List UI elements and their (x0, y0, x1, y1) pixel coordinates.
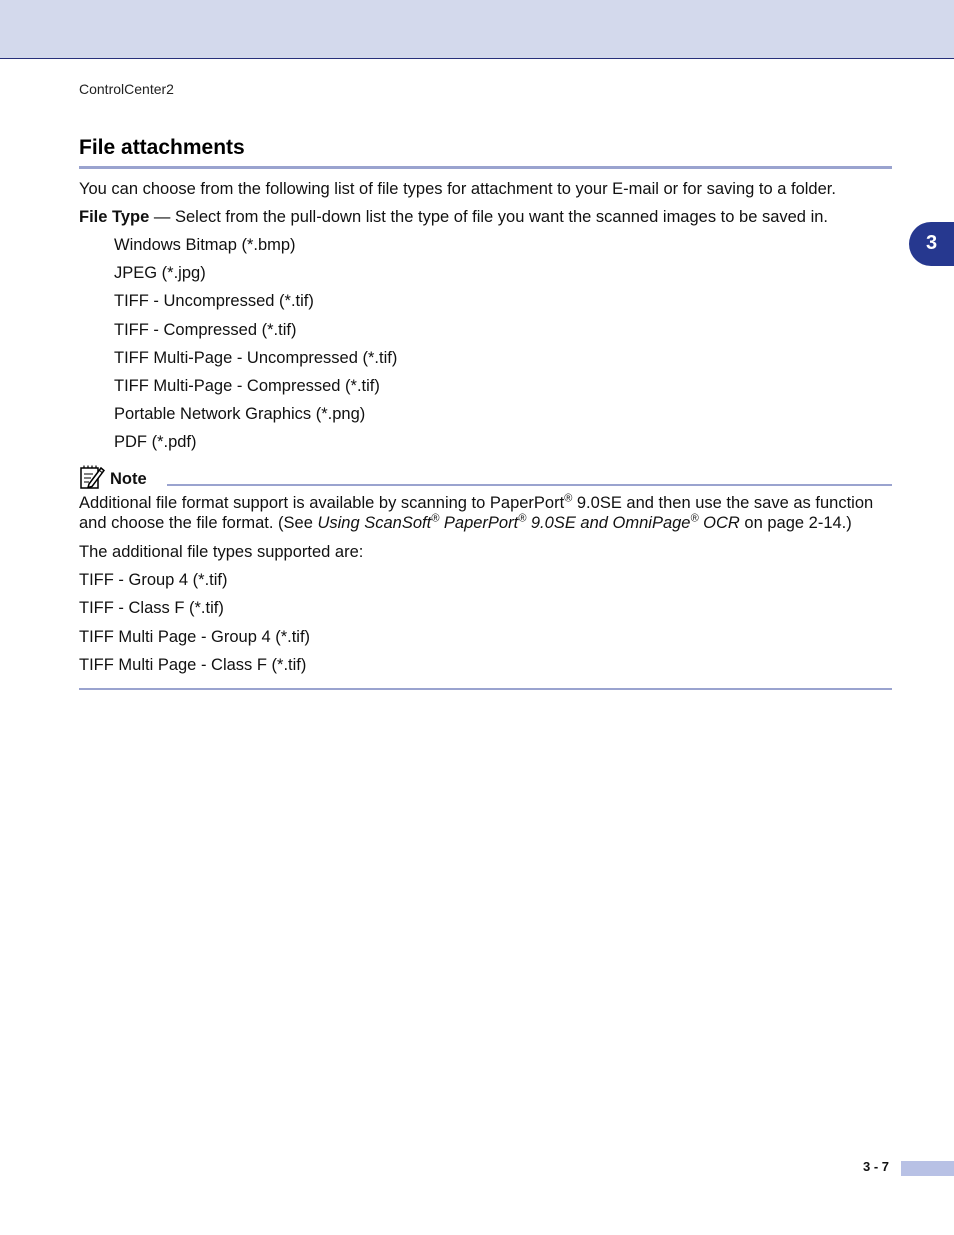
page-number-bar (901, 1161, 954, 1176)
list-item: Portable Network Graphics (*.png) (114, 405, 366, 424)
list-item: TIFF - Compressed (*.tif) (114, 320, 297, 339)
chapter-number: 3 (925, 231, 938, 254)
reference-link: Using ScanSoft® PaperPort® 9.0SE and OmniPage® OCR (317, 512, 740, 532)
list-item: Windows Bitmap (*.bmp) (114, 236, 296, 254)
list-item: TIFF Multi-Page - Compressed (*.tif) (114, 376, 380, 395)
list-item: TIFF Multi Page - Group 4 (*.tif) (79, 627, 311, 646)
additional-types-list (79, 570, 310, 683)
page-number: 3 - 7 (863, 1159, 890, 1174)
list-item: PDF (*.pdf) (114, 433, 197, 452)
chapter-tab (909, 222, 954, 266)
additional-types-intro: The additional file types supported are: (79, 543, 364, 561)
note-divider (167, 484, 892, 486)
note-line-2: and choose the file format. (See Using ScanSoft® PaperPort® 9.0SE and OmniPage® OCR on page 2-14.) (79, 512, 852, 532)
list-item: JPEG (*.jpg) (114, 264, 206, 283)
title-divider (79, 166, 892, 169)
file-type-description: — Select from the pull-down list the type of file you want the scanned images to be saved in. (149, 208, 828, 226)
list-item: TIFF Multi Page - Class F (*.tif) (79, 655, 307, 674)
section-title: File attachments (79, 136, 245, 159)
list-item: TIFF Multi-Page - Uncompressed (*.tif) (114, 348, 398, 367)
file-types-list (114, 235, 397, 461)
file-type-paragraph (79, 207, 828, 227)
list-item: TIFF - Class F (*.tif) (79, 599, 224, 618)
list-item: TIFF - Uncompressed (*.tif) (114, 292, 314, 311)
note-end-divider (79, 688, 892, 690)
running-header: ControlCenter2 (79, 81, 174, 97)
intro-paragraph: You can choose from the following list of file types for attachment to your E-mail or for saving to a folder. (79, 180, 836, 198)
note-header (79, 464, 892, 492)
note-pencil-icon (79, 464, 105, 490)
note-label: Note (110, 470, 147, 488)
top-header-band (0, 0, 954, 59)
note-line-1: Additional file format support is available by scanning to PaperPort® 9.0SE and then use the save as function (79, 492, 874, 512)
file-type-label: File Type (79, 208, 150, 226)
list-item: TIFF - Group 4 (*.tif) (79, 571, 228, 589)
note-body (79, 493, 892, 533)
